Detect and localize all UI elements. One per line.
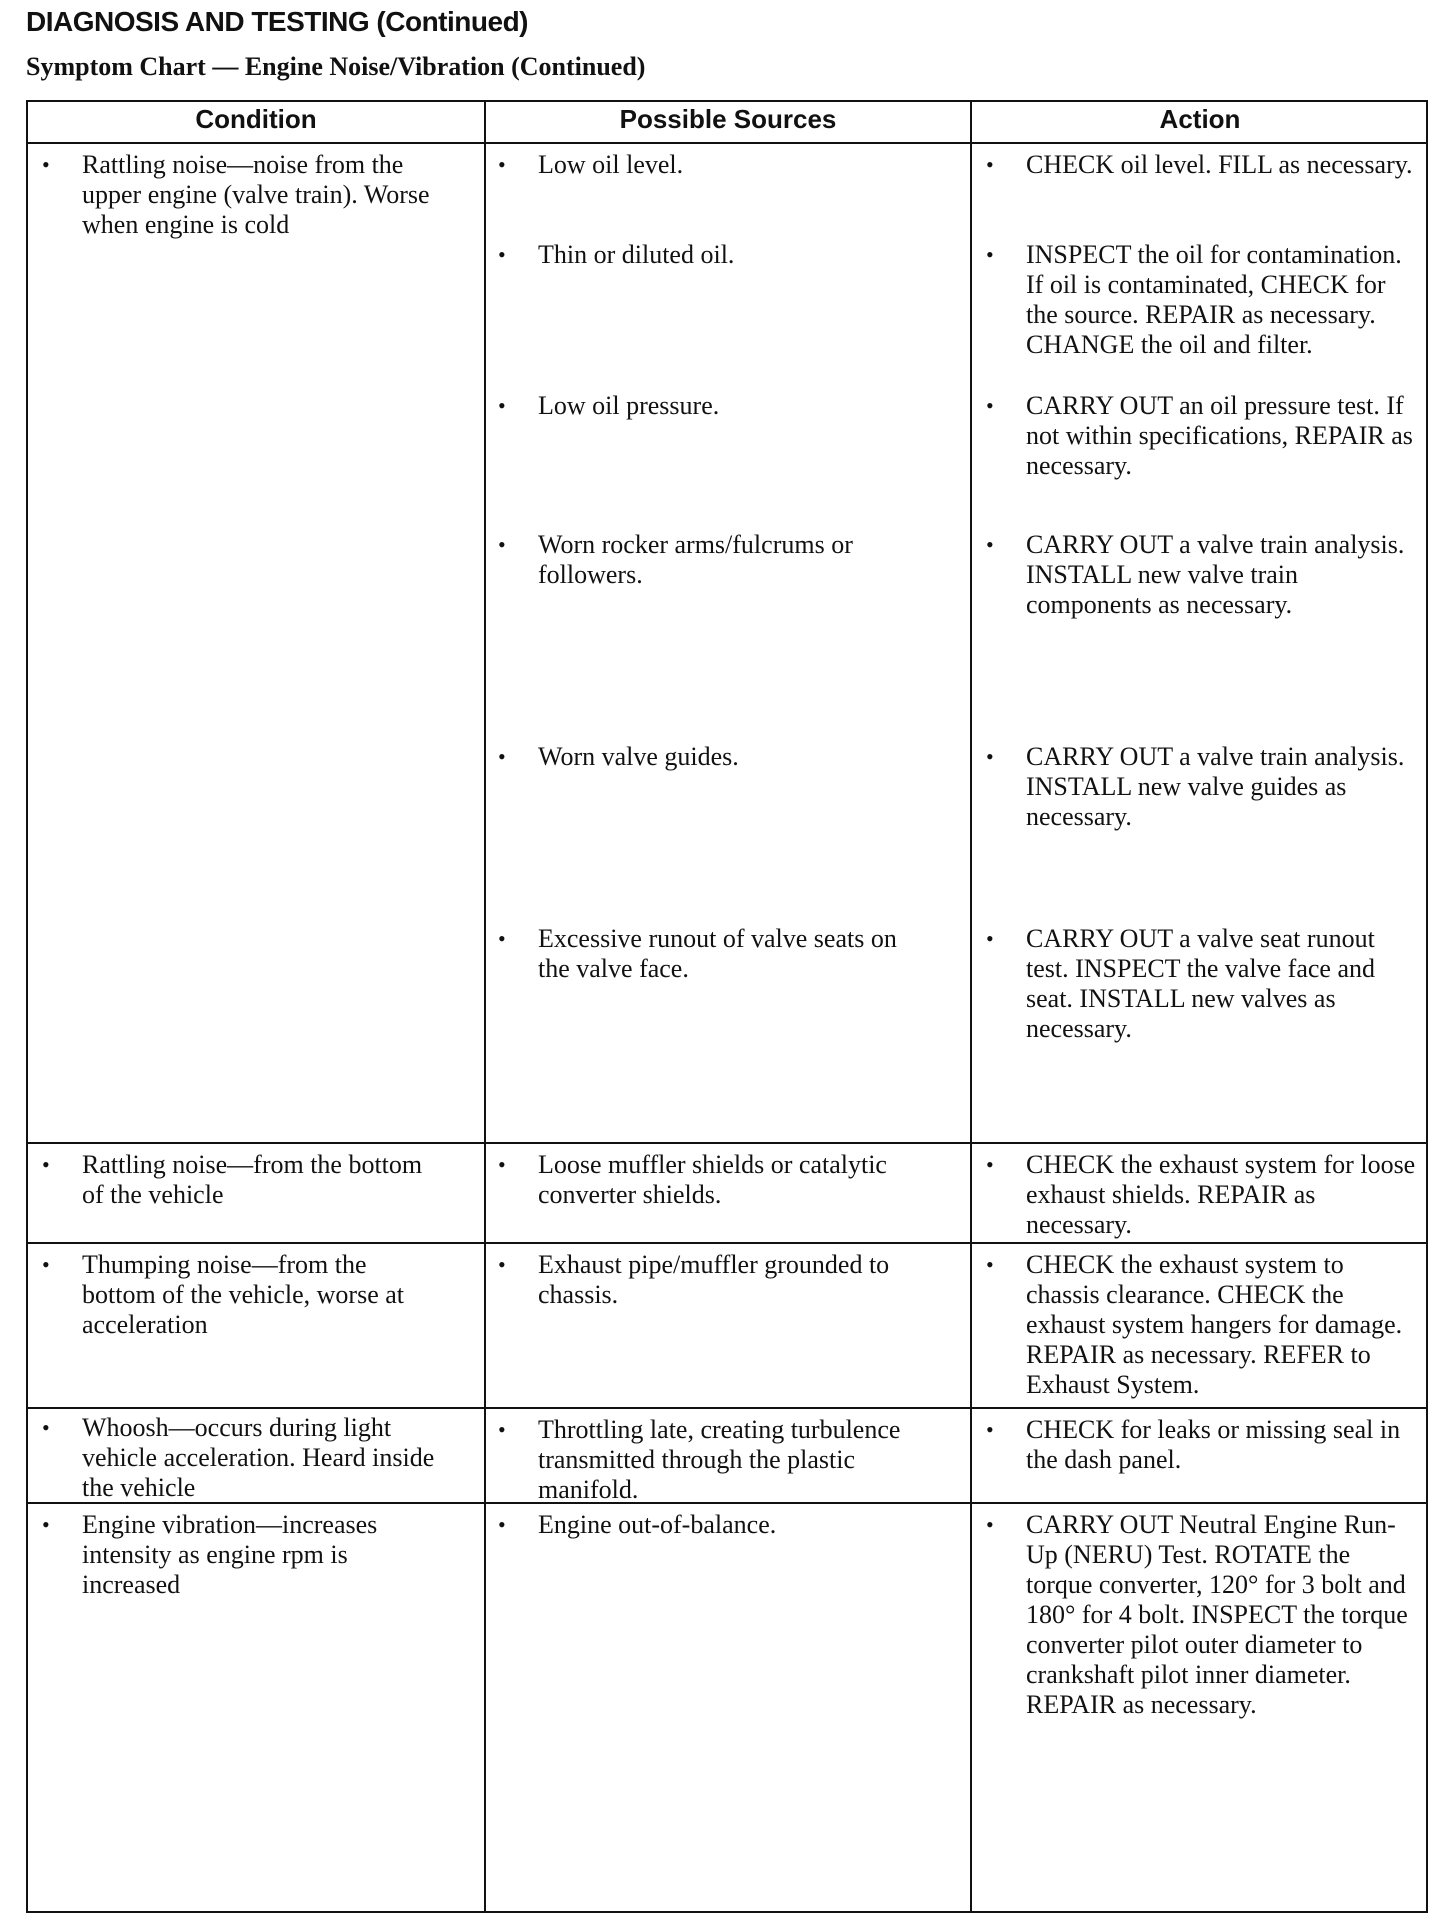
bullet: • (986, 1252, 994, 1277)
bullet: • (986, 744, 994, 769)
action-text: CHECK the exhaust system to chassis clearance. CHECK the exhaust system hangers for damage. REPAIR as necessary. REFER to Exhaust System. (1026, 1250, 1403, 1399)
condition-cell (42, 1150, 442, 1210)
bullet: • (498, 744, 506, 769)
bullet: • (986, 393, 994, 418)
source-text: Low oil level. (538, 150, 684, 179)
action-cell (986, 1510, 1416, 1720)
row-divider (28, 1142, 1426, 1144)
bullet: • (42, 1512, 50, 1537)
source-cell (498, 240, 918, 270)
source-cell (498, 1250, 918, 1310)
bullet: • (986, 152, 994, 177)
source-cell (498, 742, 918, 772)
condition-cell (42, 1250, 442, 1340)
source-text: Worn valve guides. (538, 742, 739, 771)
action-text: CARRY OUT an oil pressure test. If not within specifications, REPAIR as necessary. (1026, 391, 1413, 480)
action-cell (986, 742, 1416, 832)
action-text: CHECK for leaks or missing seal in the dash panel. (1026, 1415, 1401, 1474)
condition-text: Rattling noise—noise from the upper engine (valve train). Worse when engine is cold (82, 150, 430, 239)
column-header-condition: Condition (195, 104, 317, 134)
bullet: • (42, 1415, 50, 1440)
chart-subtitle: Symptom Chart — Engine Noise/Vibration (Continued) (26, 52, 646, 81)
bullet: • (42, 152, 50, 177)
source-cell (498, 924, 918, 984)
action-text: CARRY OUT a valve train analysis. INSTALL new valve train components as necessary. (1026, 530, 1405, 619)
action-cell (986, 530, 1416, 620)
source-text: Low oil pressure. (538, 391, 720, 420)
bullet: • (498, 1152, 506, 1177)
column-header-possible-sources: Possible Sources (619, 104, 837, 134)
action-text: CHECK the exhaust system for loose exhaust shields. REPAIR as necessary. (1026, 1150, 1416, 1239)
row-divider (28, 1407, 1426, 1409)
page-title: DIAGNOSIS AND TESTING (Continued) (26, 6, 528, 37)
condition-text: Whoosh—occurs during light vehicle acceleration. Heard inside the vehicle (82, 1413, 435, 1502)
row-divider (28, 1242, 1426, 1244)
source-cell (498, 391, 918, 421)
source-text: Thin or diluted oil. (538, 240, 735, 269)
bullet: • (498, 1512, 506, 1537)
action-cell (986, 1250, 1416, 1400)
source-cell (498, 1510, 918, 1540)
action-cell (986, 1415, 1416, 1475)
bullet: • (42, 1252, 50, 1277)
source-text: Engine out-of-balance. (538, 1510, 777, 1539)
bullet: • (498, 393, 506, 418)
bullet: • (986, 1417, 994, 1442)
bullet: • (498, 1417, 506, 1442)
bullet: • (498, 1252, 506, 1277)
bullet: • (498, 926, 506, 951)
bullet: • (986, 1512, 994, 1537)
source-text: Exhaust pipe/muffler grounded to chassis. (538, 1250, 890, 1309)
condition-cell (42, 1413, 442, 1503)
source-cell (498, 1150, 918, 1210)
action-cell (986, 1150, 1416, 1240)
action-text: INSPECT the oil for contamination. If oil is contaminated, CHECK for the source. REPAIR as necessary. CHANGE the oil and filter. (1026, 240, 1402, 359)
condition-cell (42, 1510, 442, 1600)
action-text: CARRY OUT Neutral Engine Run-Up (NERU) Test. ROTATE the torque converter, 120° for 3 bolt and 180° for 4 bolt. INSPECT the torque converter pilot outer diameter to crankshaft pilot inner diameter. REPAIR as necessary. (1026, 1510, 1408, 1719)
action-cell (986, 391, 1416, 481)
source-text: Worn rocker arms/fulcrums or followers. (538, 530, 853, 589)
condition-text: Rattling noise—from the bottom of the vehicle (82, 1150, 423, 1209)
condition-text: Engine vibration—increases intensity as engine rpm is increased (82, 1510, 378, 1599)
source-text: Excessive runout of valve seats on the valve face. (538, 924, 897, 983)
bullet: • (986, 532, 994, 557)
bullet: • (986, 242, 994, 267)
condition-text: Thumping noise—from the bottom of the vehicle, worse at acceleration (82, 1250, 405, 1339)
column-header-action: Action (1159, 104, 1241, 134)
condition-cell (42, 150, 442, 240)
action-text: CHECK oil level. FILL as necessary. (1026, 150, 1413, 179)
action-text: CARRY OUT a valve seat runout test. INSPECT the valve face and seat. INSTALL new valves as necessary. (1026, 924, 1375, 1043)
column-divider (484, 102, 486, 1911)
action-text: CARRY OUT a valve train analysis. INSTALL new valve guides as necessary. (1026, 742, 1405, 831)
header-divider (28, 142, 1426, 144)
bullet: • (498, 152, 506, 177)
column-divider (970, 102, 972, 1911)
symptom-chart-table (26, 100, 1428, 1913)
source-text: Throttling late, creating turbulence transmitted through the plastic manifold. (538, 1415, 901, 1504)
bullet: • (986, 1152, 994, 1177)
bullet: • (986, 926, 994, 951)
source-cell (498, 530, 918, 590)
source-cell (498, 150, 918, 180)
bullet: • (498, 242, 506, 267)
action-cell (986, 150, 1416, 180)
source-text: Loose muffler shields or catalytic converter shields. (538, 1150, 887, 1209)
source-cell (498, 1415, 918, 1505)
action-cell (986, 240, 1416, 360)
bullet: • (498, 532, 506, 557)
bullet: • (42, 1152, 50, 1177)
action-cell (986, 924, 1416, 1044)
